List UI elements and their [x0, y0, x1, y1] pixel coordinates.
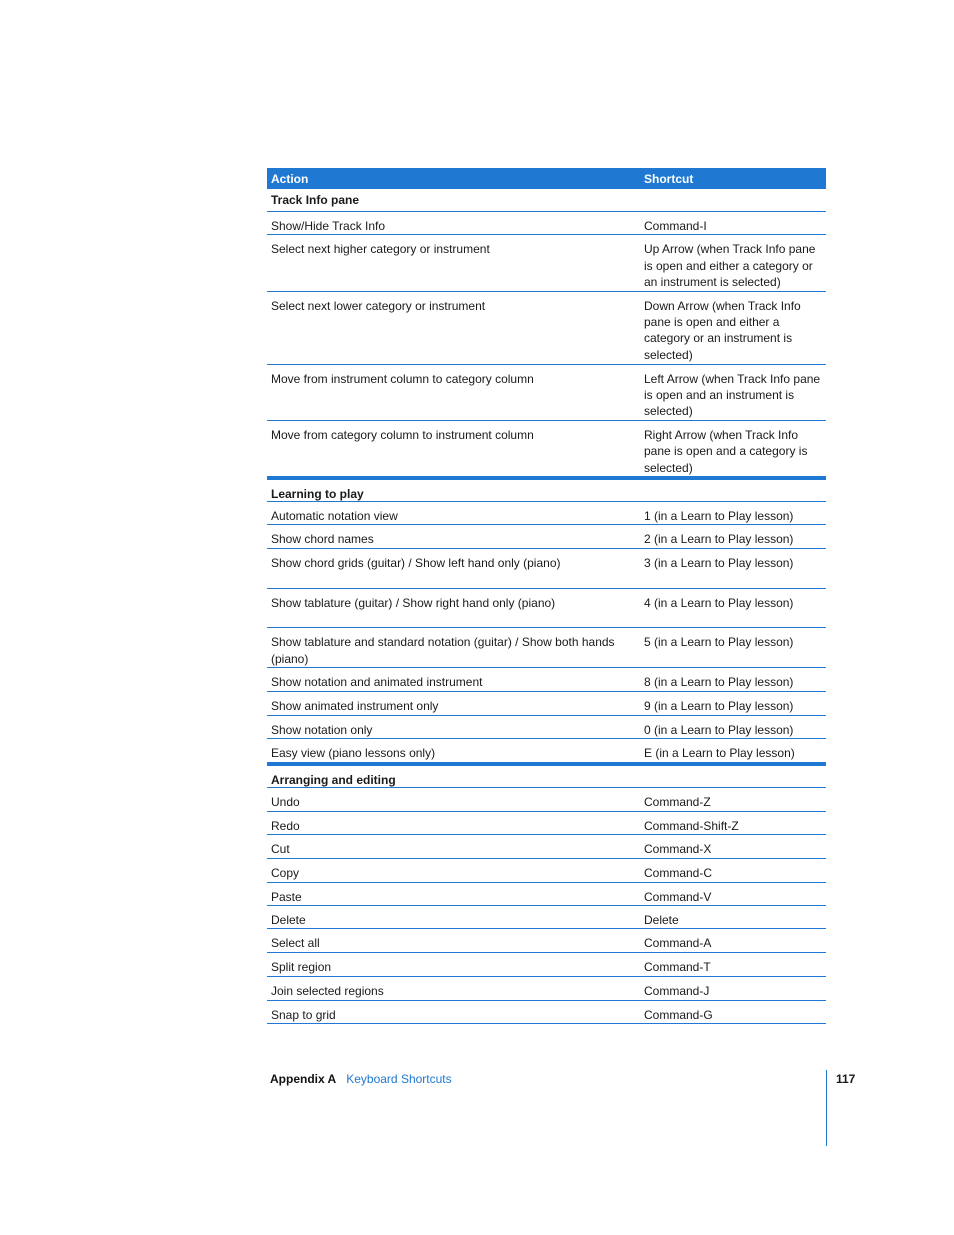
table-row [267, 549, 826, 589]
table-row [267, 365, 826, 421]
table-row [267, 812, 826, 835]
section-heading [267, 763, 826, 788]
table-body [267, 189, 826, 1024]
shortcut-cell: 0 (in a Learn to Play lesson) [644, 722, 794, 737]
table-row [267, 628, 826, 668]
table-row [267, 668, 826, 692]
page-number: 117 [836, 1072, 856, 1086]
table-row [267, 692, 826, 715]
shortcut-cell: Command-J [644, 983, 710, 998]
action-cell: Snap to grid [271, 1007, 336, 1022]
action-cell: Select next lower category or instrument [271, 298, 486, 313]
shortcut-cell: Command-I [644, 219, 707, 233]
shortcut-cell: 3 (in a Learn to Play lesson) [644, 556, 794, 571]
action-cell: Move from category column to instrument column [271, 427, 534, 442]
table-row [267, 977, 826, 1001]
footer-appendix: Appendix A [270, 1072, 337, 1086]
action-cell: Show chord grids (guitar) / Show left hand only (piano) [271, 556, 561, 571]
shortcut-cell: Command-Z [644, 794, 711, 809]
action-cell: Paste [271, 889, 302, 904]
table-row [267, 502, 826, 525]
shortcut-cell: 4 (in a Learn to Play lesson) [644, 596, 794, 611]
shortcut-cell: 5 (in a Learn to Play lesson) [644, 635, 794, 650]
table-row [267, 835, 826, 858]
table-row [267, 292, 826, 365]
table-header [267, 168, 826, 189]
shortcut-cell: Delete [644, 912, 679, 927]
table-row [267, 739, 826, 762]
shortcut-cell: 9 (in a Learn to Play lesson) [644, 699, 794, 714]
action-cell: Delete [271, 912, 306, 927]
table-row [267, 235, 826, 291]
shortcut-cell: Down Arrow (when Track Info pane is open and either a category or an instrument is selected) [644, 298, 801, 362]
section-heading [267, 477, 826, 502]
shortcuts-table [267, 168, 826, 1024]
action-cell: Move from instrument column to category column [271, 371, 534, 386]
section-heading [267, 189, 826, 212]
table-row [267, 212, 826, 235]
shortcut-cell: Command-Shift-Z [644, 818, 739, 833]
action-cell: Show animated instrument only [271, 699, 439, 714]
action-cell: Automatic notation view [271, 509, 398, 524]
header-shortcut: Shortcut [644, 171, 694, 186]
shortcut-cell: Command-V [644, 889, 712, 904]
action-cell: Split region [271, 960, 332, 975]
section-title: Arranging and editing [271, 772, 396, 787]
table-row [267, 906, 826, 929]
table-row [267, 883, 826, 906]
table-row [267, 953, 826, 976]
footer-chapter-link[interactable]: Keyboard Shortcuts [346, 1072, 452, 1086]
action-cell: Show chord names [271, 532, 374, 547]
shortcut-cell: Left Arrow (when Track Info pane is open and an instrument is selected) [644, 371, 821, 419]
table-row [267, 525, 826, 549]
section-title: Track Info pane [271, 193, 360, 207]
action-cell: Select next higher category or instrument [271, 242, 490, 257]
page-footer [270, 1072, 452, 1086]
shortcut-cell: Command-C [644, 865, 713, 880]
table-row [267, 716, 826, 739]
table-row [267, 421, 826, 477]
table-row [267, 788, 826, 812]
shortcut-cell: Command-A [644, 936, 712, 951]
action-cell: Show tablature and standard notation (guitar) / Show both hands (piano) [271, 635, 615, 666]
action-cell: Easy view (piano lessons only) [271, 746, 436, 761]
shortcut-cell: 2 (in a Learn to Play lesson) [644, 532, 794, 547]
action-cell: Redo [271, 818, 300, 833]
action-cell: Show/Hide Track Info [271, 219, 386, 233]
section-title: Learning to play [271, 487, 364, 502]
table-row [267, 1001, 826, 1024]
action-cell: Select all [271, 936, 320, 951]
action-cell: Copy [271, 865, 300, 880]
shortcut-cell: Up Arrow (when Track Info pane is open and either a category or an instrument is selected) [644, 242, 816, 290]
action-cell: Undo [271, 794, 300, 809]
shortcut-cell: Command-T [644, 960, 711, 975]
header-action: Action [271, 171, 309, 186]
table-row [267, 859, 826, 883]
action-cell: Show tablature (guitar) / Show right hand only (piano) [271, 596, 556, 611]
action-cell: Cut [271, 842, 290, 857]
action-cell: Join selected regions [271, 983, 384, 998]
footer-divider [826, 1070, 827, 1146]
action-cell: Show notation only [271, 722, 373, 737]
shortcut-cell: Command-X [644, 842, 712, 857]
shortcut-cell: Command-G [644, 1007, 713, 1022]
shortcut-cell: E (in a Learn to Play lesson) [644, 746, 795, 761]
shortcut-cell: 8 (in a Learn to Play lesson) [644, 675, 794, 690]
table-row [267, 589, 826, 628]
table-row [267, 929, 826, 953]
action-cell: Show notation and animated instrument [271, 675, 483, 690]
shortcut-cell: Right Arrow (when Track Info pane is open and a category is selected) [644, 427, 808, 475]
shortcut-cell: 1 (in a Learn to Play lesson) [644, 509, 794, 524]
